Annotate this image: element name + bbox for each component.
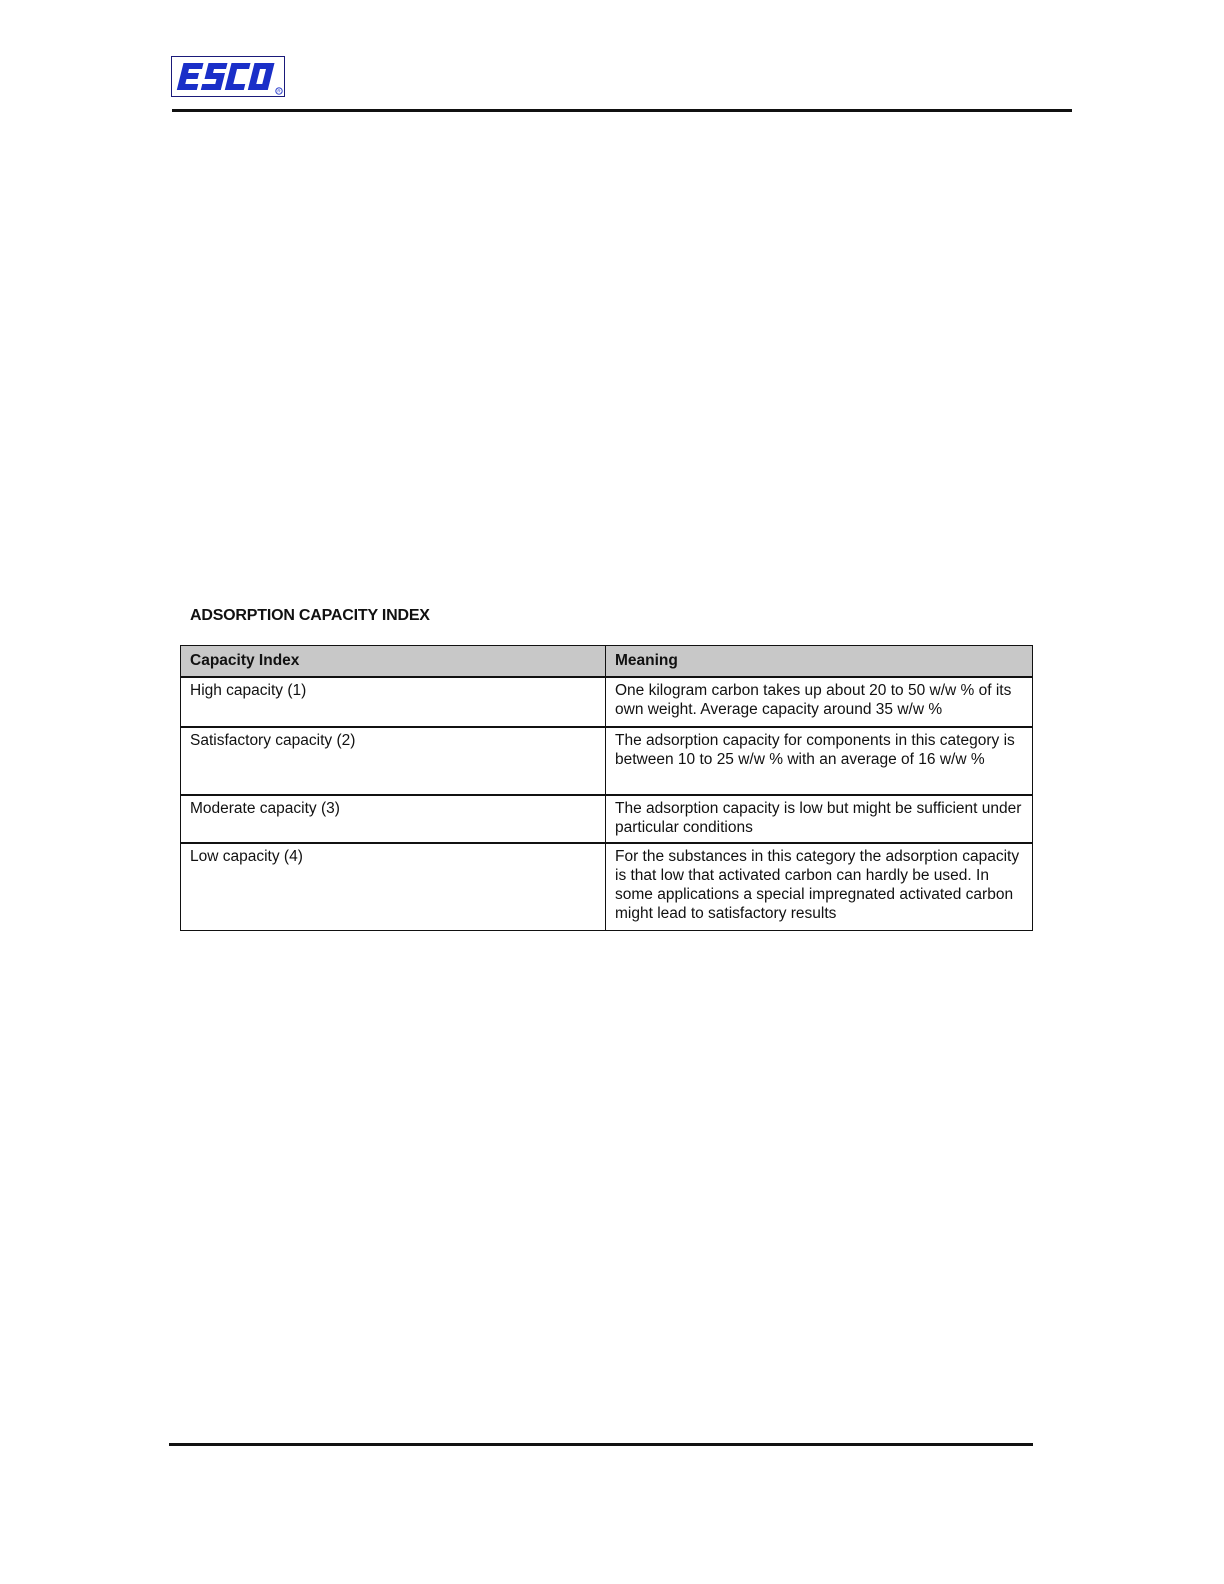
header-rule bbox=[172, 109, 1072, 112]
section-title: ADSORPTION CAPACITY INDEX bbox=[190, 607, 430, 624]
capacity-index-cell: High capacity (1) bbox=[181, 677, 606, 727]
table-row bbox=[181, 843, 1033, 931]
footer-rule bbox=[169, 1443, 1033, 1446]
esco-logo bbox=[171, 56, 285, 97]
table-row bbox=[181, 677, 1033, 727]
table-header-row bbox=[181, 646, 1033, 678]
meaning-cell: The adsorption capacity for components in this category is between 10 to 25 w/w % with an average of 16 w/w % bbox=[606, 727, 1033, 795]
meaning-cell: For the substances in this category the adsorption capacity is that low that activated carbon can hardly be used. In some applications a special impregnated activated carbon might lead to satisfactory results bbox=[606, 843, 1033, 931]
capacity-index-cell: Low capacity (4) bbox=[181, 843, 606, 931]
capacity-index-cell: Moderate capacity (3) bbox=[181, 795, 606, 843]
table-row bbox=[181, 727, 1033, 795]
esco-logo-mark bbox=[172, 57, 284, 96]
column-header-meaning: Meaning bbox=[606, 646, 1033, 678]
svg-text:R: R bbox=[277, 88, 281, 94]
table-row bbox=[181, 795, 1033, 843]
meaning-cell: One kilogram carbon takes up about 20 to 50 w/w % of its own weight. Average capacity around 35 w/w % bbox=[606, 677, 1033, 727]
adsorption-capacity-table bbox=[180, 645, 1033, 931]
capacity-index-cell: Satisfactory capacity (2) bbox=[181, 727, 606, 795]
meaning-cell: The adsorption capacity is low but might be sufficient under particular conditions bbox=[606, 795, 1033, 843]
column-header-capacity-index: Capacity Index bbox=[181, 646, 606, 678]
